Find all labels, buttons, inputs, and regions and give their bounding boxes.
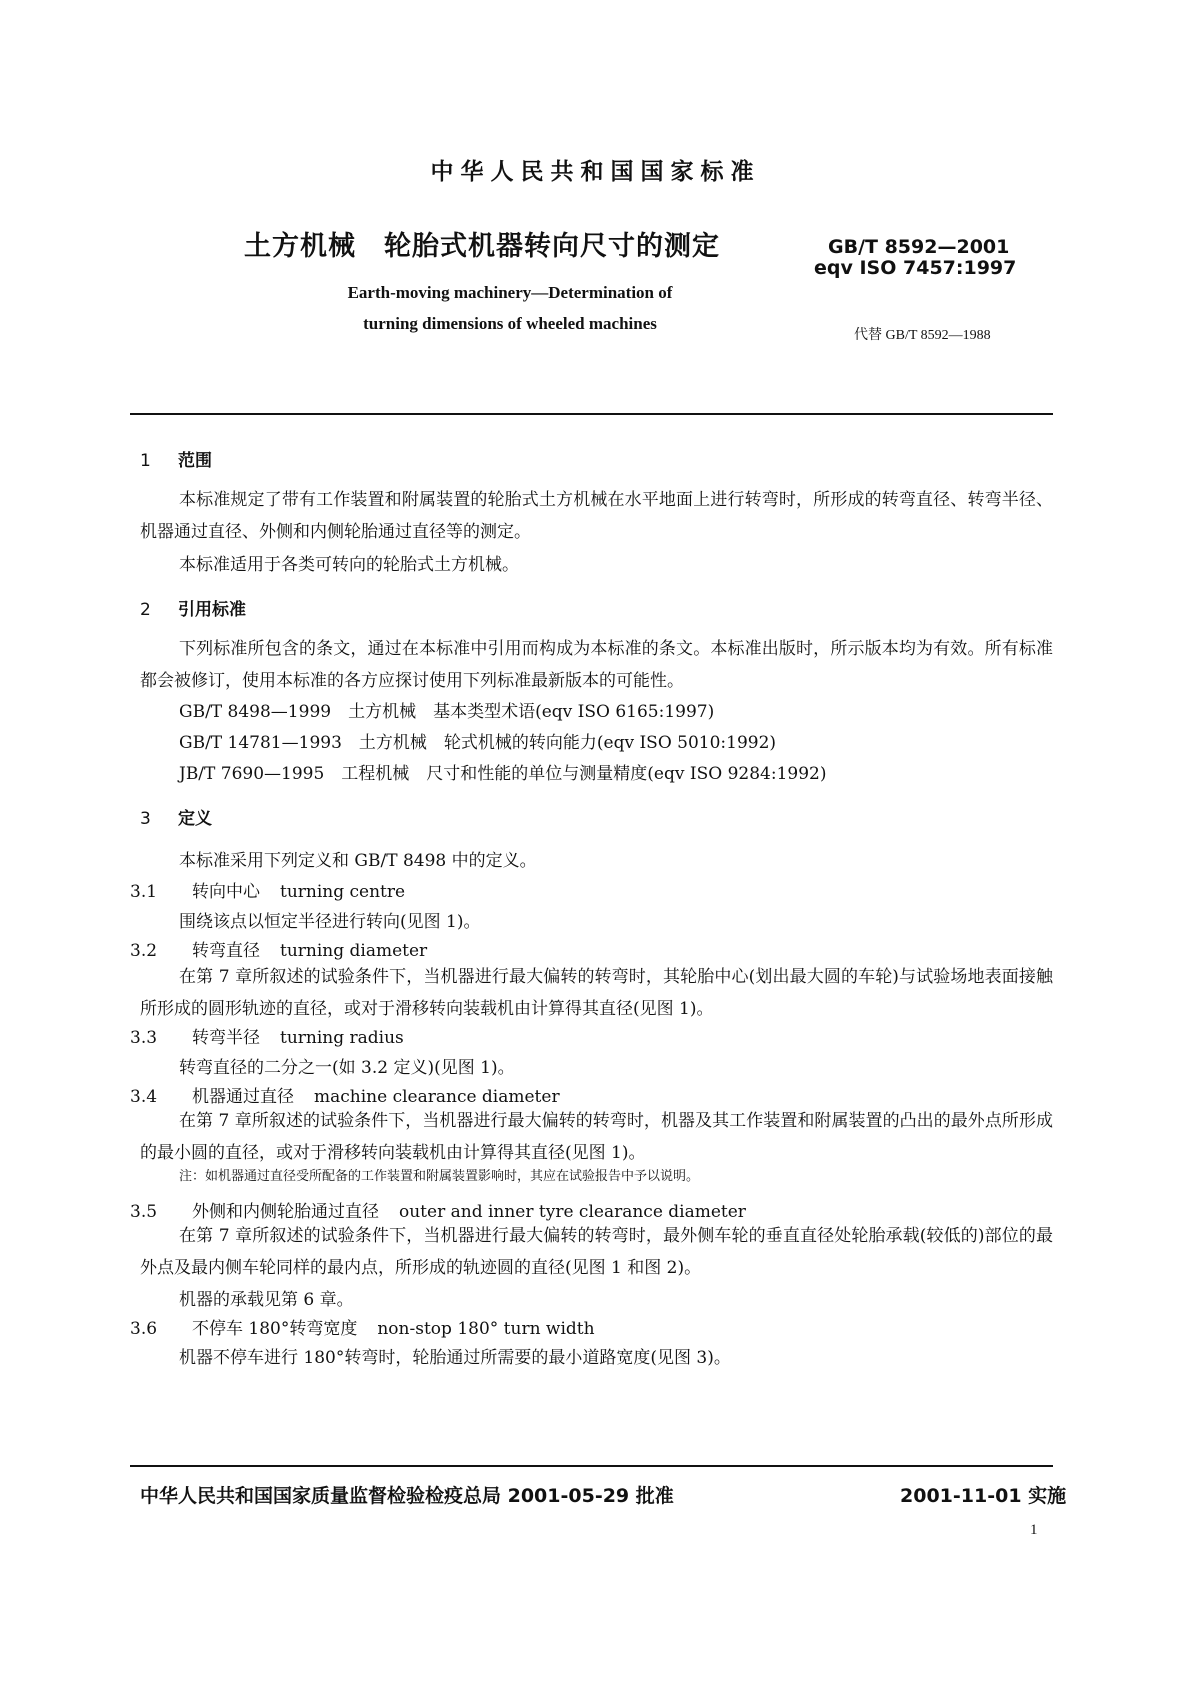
- definition-3-4-heading: [130, 1082, 560, 1107]
- reference-1: GB/T 8498—1999 土方机械 基本类型术语(eqv ISO 6165:1997): [179, 702, 715, 722]
- replaces-standard: 代替 GB/T 8592—1988: [854, 328, 991, 343]
- section-title: 范围: [178, 451, 212, 471]
- section-1-heading: [140, 446, 212, 471]
- definition-3-5-heading: [130, 1197, 746, 1222]
- section-title: 引用标准: [178, 600, 246, 620]
- reference-2: GB/T 14781—1993 土方机械 轮式机械的转向能力(eqv ISO 5010:1992): [179, 733, 777, 753]
- standard-title-en-line2: turning dimensions of wheeled machines: [363, 314, 657, 333]
- section-number: 1: [140, 451, 151, 471]
- definition-number: 3.4: [130, 1087, 158, 1107]
- definition-term-cn: 转弯半径: [192, 1028, 260, 1048]
- section-3-heading: [140, 804, 212, 829]
- standard-title-en-line1: Earth-moving machinery—Determination of: [347, 283, 673, 302]
- national-standard-heading: 中华人民共和国国家标准: [430, 159, 761, 185]
- implementation-date: 2001-11-01 实施: [900, 1485, 1067, 1507]
- section-3-intro: 本标准采用下列定义和 GB/T 8498 中的定义。: [179, 851, 537, 871]
- section-title: 定义: [178, 809, 212, 829]
- section-2-paragraph-1: 下列标准所包含的条文，通过在本标准中引用而构成为本标准的条文。本标准出版时，所示版本均为有效。所有标准都会被修订，使用本标准的各方应探讨使用下列标准最新版本的可能性。: [140, 639, 1053, 691]
- definition-number: 3.3: [130, 1028, 158, 1048]
- definition-term-en: outer and inner tyre clearance diameter: [399, 1202, 746, 1222]
- definition-term-en: non-stop 180° turn width: [377, 1319, 595, 1339]
- footer-divider: [130, 1465, 1053, 1467]
- definition-term-cn: 转向中心: [192, 882, 260, 902]
- definition-3-6-text: 机器不停车进行 180°转弯时，轮胎通过所需要的最小道路宽度(见图 3)。: [179, 1348, 731, 1368]
- definition-3-4-text: 在第 7 章所叙述的试验条件下，当机器进行最大偏转的转弯时，机器及其工作装置和附属装置的凸出的最外点所形成的最小圆的直径，或对于滑移转向装载机由计算得其直径(见图 1)。: [140, 1111, 1053, 1163]
- definition-term-en: turning radius: [280, 1028, 404, 1048]
- definition-term-cn: 不停车 180°转弯宽度: [192, 1319, 358, 1339]
- definition-3-6-heading: [130, 1314, 595, 1339]
- definition-3-3-heading: [130, 1023, 404, 1048]
- section-1-paragraph-1: 本标准规定了带有工作装置和附属装置的轮胎式土方机械在水平地面上进行转弯时，所形成的转弯直径、转弯半径、机器通过直径、外侧和内侧轮胎通过直径等的测定。: [140, 490, 1053, 542]
- definition-3-1-heading: [130, 877, 405, 902]
- definition-term-cn: 转弯直径: [192, 941, 260, 961]
- definition-number: 3.2: [130, 941, 158, 961]
- page-number: 1: [1030, 1522, 1038, 1538]
- equivalent-iso: eqv ISO 7457:1997: [814, 257, 1017, 279]
- definition-number: 3.6: [130, 1319, 158, 1339]
- definition-term-cn: 机器通过直径: [192, 1087, 294, 1107]
- definition-3-5-text-2: 机器的承载见第 6 章。: [179, 1290, 354, 1310]
- definition-3-2-text: 在第 7 章所叙述的试验条件下，当机器进行最大偏转的转弯时，其轮胎中心(划出最大圆的车轮)与试验场地表面接触所形成的圆形轨迹的直径，或对于滑移转向装载机由计算得其直径(见图 1)。: [140, 967, 1053, 1019]
- section-number: 3: [140, 809, 151, 829]
- standard-code: GB/T 8592—2001: [828, 236, 1010, 258]
- section-number: 2: [140, 600, 151, 620]
- definition-3-1-text: 围绕该点以恒定半径进行转向(见图 1)。: [179, 912, 481, 932]
- definition-term-en: turning centre: [280, 882, 406, 902]
- section-2-heading: [140, 595, 246, 620]
- approval-line: 中华人民共和国国家质量监督检验检疫总局 2001-05-29 批准: [140, 1485, 674, 1507]
- header-divider: [130, 413, 1053, 415]
- standard-title-cn: 土方机械 轮胎式机器转向尺寸的测定: [244, 231, 720, 262]
- definition-number: 3.1: [130, 882, 158, 902]
- definition-number: 3.5: [130, 1202, 158, 1222]
- reference-3: JB/T 7690—1995 工程机械 尺寸和性能的单位与测量精度(eqv ISO 9284:1992): [179, 764, 827, 784]
- definition-3-4-note: 注：如机器通过直径受所配备的工作装置和附属装置影响时，其应在试验报告中予以说明。: [179, 1169, 700, 1184]
- definition-term-cn: 外侧和内侧轮胎通过直径: [192, 1202, 379, 1222]
- definition-3-5-text: 在第 7 章所叙述的试验条件下，当机器进行最大偏转的转弯时，最外侧车轮的垂直直径处轮胎承载(较低的)部位的最外点及最内侧车轮同样的最内点，所形成的轨迹圆的直径(见图 1 和图 2)。: [140, 1226, 1053, 1278]
- section-1-paragraph-2: 本标准适用于各类可转向的轮胎式土方机械。: [179, 555, 519, 575]
- definition-3-3-text: 转弯直径的二分之一(如 3.2 定义)(见图 1)。: [179, 1058, 515, 1078]
- definition-term-en: machine clearance diameter: [314, 1087, 560, 1107]
- definition-term-en: turning diameter: [280, 941, 428, 961]
- definition-3-2-heading: [130, 936, 427, 961]
